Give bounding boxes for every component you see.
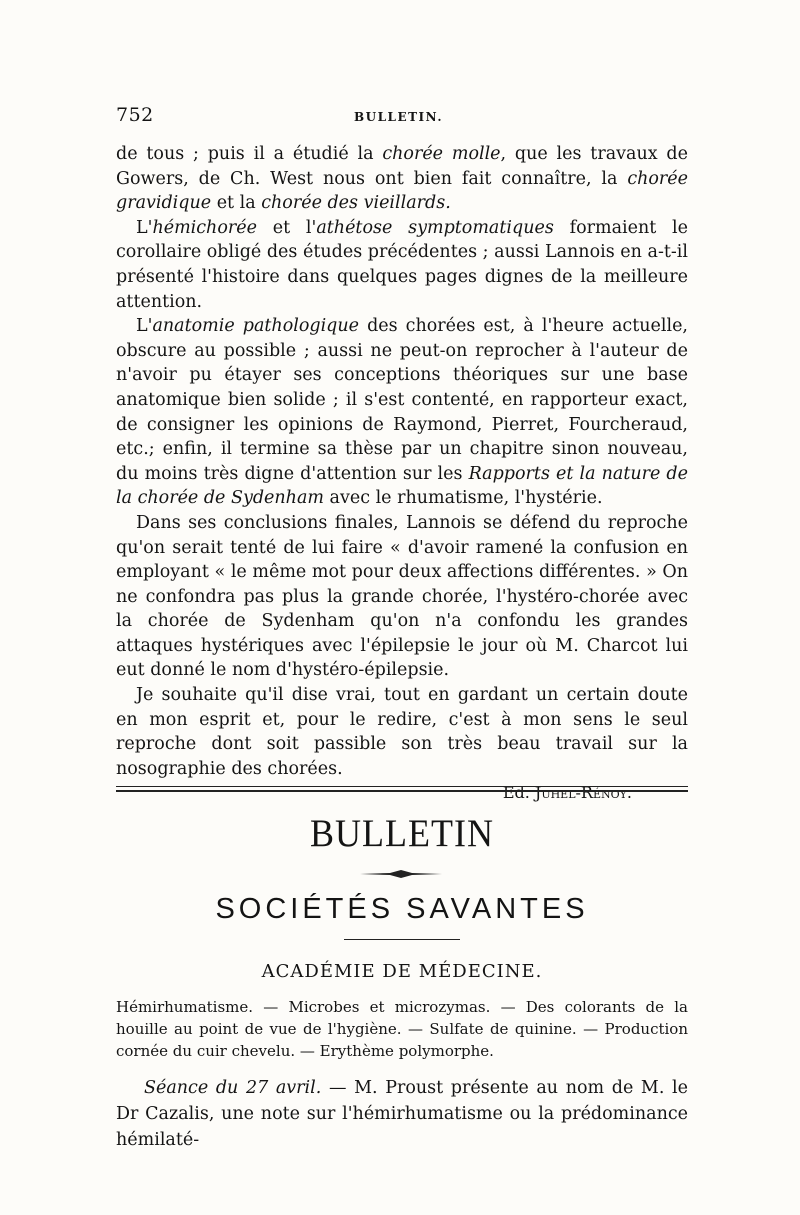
text-run: , que les travaux de Gowers, de Ch. West nous ont bien fait connaître, la [116,144,688,189]
text-run: L' [136,316,153,337]
seance-date: Séance du 27 avril. [144,1078,322,1098]
signature-prefix: Ed. [502,783,535,803]
text-run: de tous ; puis il a étudié la [116,144,383,164]
seance-paragraph [116,1075,688,1153]
text-run: L' [136,217,153,238]
heading-underline [344,939,460,940]
page-header [116,104,688,134]
signature-name: Juhel-Rénoy. [534,783,632,803]
text-run: et la [211,193,262,214]
paragraph-2 [116,216,688,314]
seance-text [116,1075,688,1153]
section-heading-bulletin: BULLETIN [310,811,494,855]
paragraph-5: Je souhaite qu'il dise vrai, tout en gardant un certain doute en mon esprit et, pour le redire, c'est à mon sens le seul reproche dont soit passible son très beau travail sur la nosographie des chorées. [116,685,688,779]
text-run: et l' [256,217,317,238]
italic-term: chorée des vieillards. [261,193,451,214]
text-run: des chorées est, à l'heure actuelle, obscure au possible ; aussi ne peut-on reprocher à l'auteur de n'avoir pu étayer ses conceptions théoriques sur une base anatomique bien solide ; il s'est contenté, en rapporteur exact, de consigner les opinions de Raymond, Pierret, Fourcheraud, etc.; enfin, il termine sa thèse par un chapitre sinon nouveau, du moins très digne d'attention sur les [116,316,688,484]
subsection-heading-academie: ACADÉMIE DE MÉDECINE. [261,961,543,982]
text-run: formaient le corollaire obligé des études précédentes ; aussi Lannois en a-t-il présenté l'histoire dans quelques pages dignes de la meilleure attention. [116,217,688,312]
italic-term: athétose symptomatiques [316,217,554,238]
italic-term: hémichorée [152,217,257,238]
italic-term: chorée molle [382,144,501,164]
divider-rule-thick [116,790,688,792]
review-body [116,142,688,806]
paragraph-1 [116,142,688,216]
ornament-icon [360,870,442,878]
divider-rule-thin [116,786,688,787]
italic-term: chorée gravidique [116,168,688,214]
section-heading-societes: SOCIÉTÉS SAVANTES [215,893,589,925]
running-title: BULLETIN. [354,110,444,124]
seance-body: — M. Proust présente au nom de M. le Dr Cazalis, une note sur l'hémirhumatisme ou la prédominance hémilaté- [116,1078,689,1150]
paragraph-3 [116,314,688,511]
paragraph-4: Dans ses conclusions finales, Lannois se défend du reproche qu'on serait tenté de lui faire « d'avoir ramené la confusion en employant « le même mot pour deux affections différentes. » On ne confondra pas plus la grande chorée, l'hystéro-chorée avec la chorée de Sydenham qu'on n'a confondu les grandes attaques hystériques avec l'épilepsie le jour où M. Charcot lui eut donné le nom d'hystéro-épilepsie. [116,512,688,681]
text-run: avec le rhumatisme, l'hystérie. [323,488,603,509]
page-number: 752 [116,104,154,126]
italic-term: anatomie pathologique [152,316,359,337]
italic-term: Rapports et la nature de la chorée de Sydenham [116,463,688,509]
session-summary: Hémirhumatisme. — Microbes et microzymas. — Des colorants de la houille au point de vue de l'hygiène. — Sulfate de quinine. — Production cornée du cuir chevelu. — Erythème polymorphe. [116,998,688,1060]
